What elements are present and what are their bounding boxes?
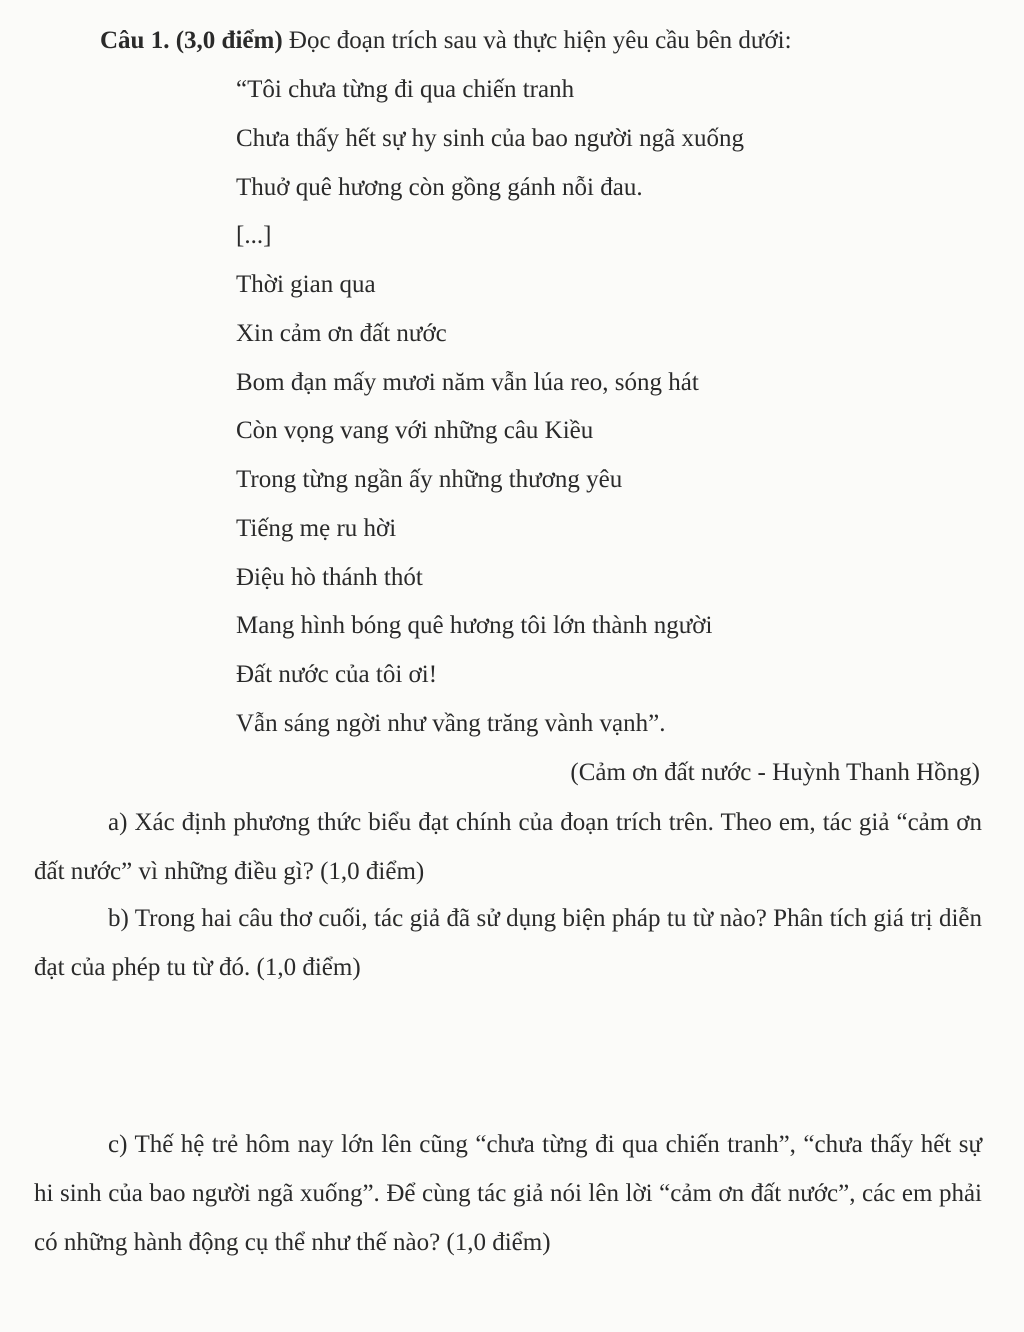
poem-line: Mang hình bóng quê hương tôi lớn thành người <box>236 612 713 640</box>
poem-line: Xin cảm ơn đất nước <box>236 319 447 347</box>
subquestion-a: a) Xác định phương thức biểu đạt chính của đoạn trích trên. Theo em, tác giả “cảm ơn đất nước” vì những điều gì? (1,0 điểm) <box>34 809 982 885</box>
question-label: Câu 1. <box>100 27 170 54</box>
question-instruction: Đọc đoạn trích sau và thực hiện yêu cầu bên dưới: <box>288 27 792 54</box>
poem-line: Còn vọng vang với những câu Kiều <box>236 417 594 445</box>
poem-line: Thời gian qua <box>236 271 376 298</box>
question-heading <box>100 26 792 56</box>
poem-line: Chưa thấy hết sự hy sinh của bao người ngã xuống <box>236 124 744 152</box>
subquestion-c: c) Thế hệ trẻ hôm nay lớn lên cũng “chưa từng đi qua chiến tranh”, “chưa thấy hết sự hi sinh của bao người ngã xuống”. Để cùng tác giả nói lên lời “cảm ơn đất nước”, các em phải có những hành động cụ thể như thế nào? (1,0 điểm) <box>34 1131 982 1256</box>
poem-line: Đất nước của tôi ơi! <box>236 661 438 688</box>
question-points: (3,0 điểm) <box>175 27 283 54</box>
poem-line: Bom đạn mấy mươi năm vẫn lúa reo, sóng hát <box>236 368 699 396</box>
poem-line: Trong từng ngần ấy những thương yêu <box>236 466 623 493</box>
poem-line: [...] <box>236 222 272 250</box>
poem-line: “Tôi chưa từng đi qua chiến tranh <box>236 76 575 103</box>
poem-line: Tiếng mẹ ru hời <box>236 514 397 542</box>
poem-excerpt <box>236 70 744 753</box>
poem-line: Thuở quê hương còn gồng gánh nỗi đau. <box>236 173 643 201</box>
poem-line: Điệu hò thánh thót <box>236 563 423 591</box>
subquestion-b: b) Trong hai câu thơ cuối, tác giả đã sử dụng biện pháp tu từ nào? Phân tích giá trị diễn đạt của phép tu từ đó. (1,0 điểm) <box>34 905 982 981</box>
poem-source: (Cảm ơn đất nước - Huỳnh Thanh Hồng) <box>570 759 980 786</box>
poem-line: Vẫn sáng ngời như vầng trăng vành vạnh”. <box>236 709 666 737</box>
